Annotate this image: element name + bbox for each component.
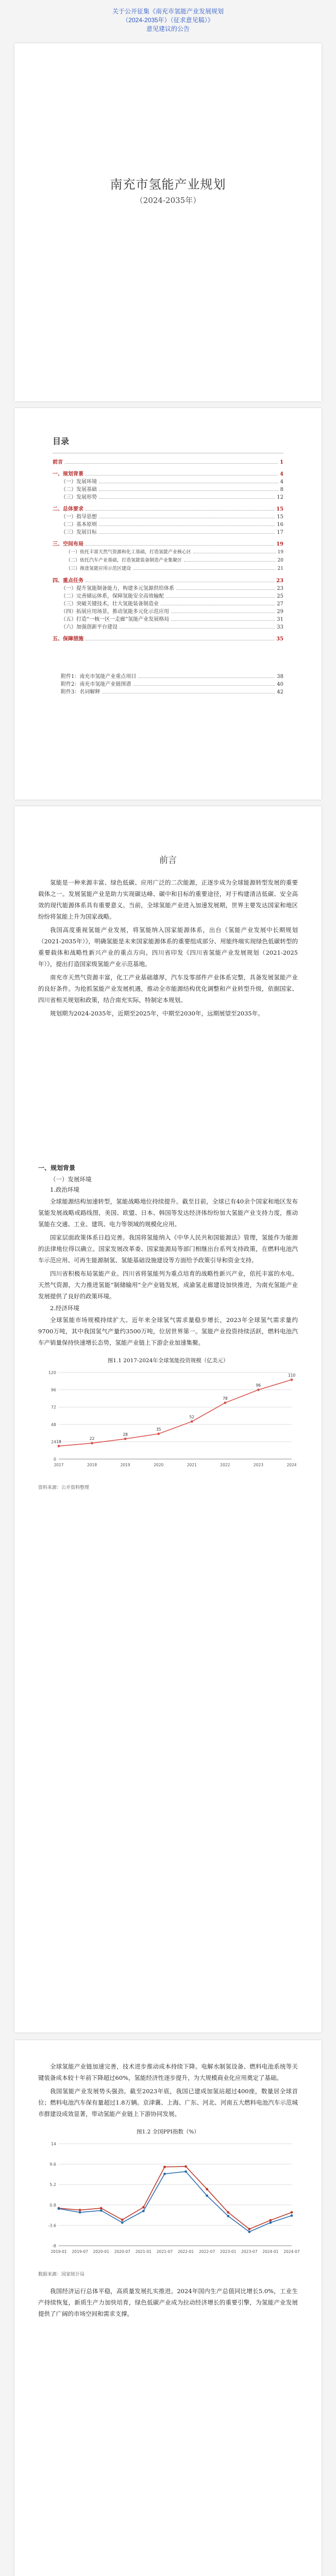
x-tick-label: 2024-01 [262,2249,279,2254]
toc-entry[interactable] [53,459,283,466]
y-tick-label: 0.8 [49,2202,56,2208]
data-point [184,2165,187,2168]
x-tick-label: 2024 [287,1463,297,1467]
toc-page-number: 31 [277,617,283,622]
subsubsection-heading: 1.政治环境 [50,1186,79,1193]
toc-page [14,408,322,800]
x-tick-label: 2018 [87,1463,97,1467]
line-chart-investment [38,1366,298,1480]
data-label: 96 [256,1383,261,1388]
toc-entry[interactable] [53,478,283,486]
x-tick-label: 2020-01 [93,2249,109,2254]
line-chart-ppi [38,2138,298,2266]
toc-dot-leader [161,600,275,605]
notice-line-3[interactable]: 意见建议的公告 [146,25,190,32]
data-point [163,2166,166,2168]
toc-entry-text: 附件3：名词解释 [61,689,100,695]
toc-entry[interactable] [53,577,283,585]
toc-page-number: 29 [277,609,283,615]
subsubsection-heading: 2.经济环境 [50,1304,79,1312]
toc-dot-leader [133,681,275,686]
data-point [142,2210,145,2212]
toc-entry-text: （三）发展形势 [61,495,97,500]
y-tick-label: 48 [51,1422,56,1427]
toc-entry[interactable] [53,688,283,696]
x-tick-label: 2021-01 [135,2249,152,2254]
toc-page-number: 4 [280,479,283,485]
toc-entry[interactable] [53,540,283,548]
toc-dot-leader [176,585,275,590]
body-paragraph: 四川省积极布局氢能产业。四川省将氢能列为重点培育的战略性新兴产业，依托丰富的水电、天然气资源，大力推进氢能“制储输用”全产业链发展，成渝氢走廊建设加快推进，为南充氢能产业发展提供了良好的政策环境。 [38,1270,298,1300]
figure-title: 图1.1 2017-2024年全球氢能投资规模（亿美元） [107,1358,229,1364]
toc-entry[interactable] [53,486,283,494]
toc-page-number: 27 [277,601,283,607]
y-tick-label: 72 [51,1405,56,1410]
data-point [227,2211,229,2214]
body-paragraph: 我国氢能产业发展势头强劲。截至2023年底，我国已建成加氢站超过400座，数量居全球首位；燃料电池汽车保有量超过1.8万辆。京津冀、上海、广东、河北、河南五大燃料电池汽车示范城市群建设成效显著，带动氢能产业链上下游协同发展。 [38,2088,298,2117]
body-paragraph: 全球氢能市场规模持续扩大。近年来全球氢气需求量稳步增长，2023年全球氢气需求量约9700万吨，其中我国氢气产量约3500万吨，位居世界第一。氢能产业投资持续活跃，燃料电池汽车产销量保持快速增长态势，氢能产业链上下游企业加速集聚。 [38,1316,298,1346]
toc-dot-leader [99,494,275,499]
toc-dot-leader [65,459,278,464]
data-point [270,2219,272,2222]
data-point [121,2222,124,2224]
toc-entry[interactable] [53,616,283,623]
data-point [206,2188,208,2191]
toc-page-number: 8 [280,487,283,493]
toc-entry-text: 三、空间布局 [53,541,83,547]
data-point [248,2228,250,2230]
data-point [248,2231,250,2233]
toc-dot-leader [138,673,275,678]
data-point [79,2211,81,2214]
toc-dot-leader [99,486,278,491]
toc-page-number: 19 [277,550,283,555]
x-tick-label: 2024-07 [283,2249,300,2254]
toc-list [53,459,283,696]
toc-dot-leader [171,616,275,621]
toc-entry[interactable] [53,521,283,529]
notice-line-1[interactable]: 关于公开征集《南充市氢能产业发展规划 [112,8,224,15]
data-point [184,2171,187,2173]
toc-entry[interactable] [53,529,283,536]
y-tick-label: 96 [51,1387,56,1393]
toc-entry[interactable] [53,585,283,592]
y-tick-label: 5.2 [49,2182,56,2188]
data-label: 35 [156,1427,161,1432]
toc-entry-text: （二）发展基础 [61,487,97,493]
toc-entry[interactable] [53,600,283,608]
x-tick-label: 2021-07 [156,2249,173,2254]
toc-entry-text: （三）推进氢能应用示范区建设 [66,566,131,571]
toc-page-number: 4 [280,471,283,477]
toc-page-number: 21 [277,566,283,571]
toc-page-number: 17 [277,530,283,535]
cover-page [14,43,322,401]
data-label: 28 [123,1432,128,1437]
figure-2 [38,2128,298,2277]
data-point [91,1442,93,1445]
toc-gap [53,643,283,673]
x-tick-label: 2020 [154,1463,164,1467]
subsection-heading: （一）发展环境 [50,1176,92,1183]
toc-entry[interactable] [53,470,283,478]
toc-page-number: 15 [276,506,283,512]
data-point [191,1420,193,1423]
data-point [121,2218,124,2221]
data-point [270,2222,272,2224]
toc-entry-text: （二）基本原则 [61,522,97,528]
toc-entry[interactable] [53,623,283,631]
body-page-2 [14,2040,322,2576]
body-page-1 [14,806,322,2032]
preface-paragraph: 南充市天然气资源丰富，化工产业基础雄厚，汽车及零部件产业体系完整，具备发展氢能产业的良好条件。为抢抓氢能产业发展机遇，推动全市能源结构优化调整和产业转型升级，依据国家、四川省相关规划和政策，结合南充实际，特制定本规划。 [38,974,298,1004]
x-tick-label: 2021 [187,1463,197,1467]
data-point [291,1379,293,1381]
toc-dot-leader [86,540,274,546]
toc-dot-leader [184,556,276,562]
figure-source: 数据来源：国家统计局 [38,2272,85,2277]
body-paragraph: 我国经济运行总体平稳，高质量发展扎实推进。2024年国内生产总值同比增长5.0%，工业生产持续恢复，新质生产力加快培育，绿色低碳产业成为拉动经济增长的重要引擎，为氢能产业发展提供了广阔的市场空间和需求支撑。 [38,2287,298,2317]
data-point [58,2208,60,2210]
y-tick-label: 9.6 [49,2162,56,2167]
figure-source: 资料来源：公开资料整理 [38,1485,90,1490]
body-paragraph: 全球氢能产业链加速完善，技术进步推动成本持续下降。电解水制氢设备、燃料电池系统等关键装备成本较十年前下降超过60%，氢能经济性逐步提升，为大规模商业化应用奠定了基础。 [38,2063,298,2081]
figure-title: 图1.2 全国PPI指数（%） [137,2129,199,2135]
toc-entry-text: （一）指导思想 [61,514,97,520]
body-paragraph: 国家层面政策体系日趋完善。我国将氢能纳入《中华人民共和国能源法》管理，氢能作为能源的法律地位得以确立。国家发展改革委、国家能源局等部门相继出台系列支持政策，在燃料电池汽车示范应用、可再生能源制氢、氢能基础设施建设等方面给予政策引导和资金支持。 [38,1234,298,1264]
data-point [206,2194,208,2197]
toc-page-number: 16 [277,522,283,528]
y-tick-label: 0 [53,1457,56,1462]
toc-entry[interactable] [53,548,283,556]
toc-entry[interactable] [53,681,283,688]
toc-entry[interactable] [53,565,283,573]
toc-dot-leader [99,513,275,518]
toc-entry-text: 二、总体要求 [53,506,83,512]
y-tick-label: 120 [48,1370,56,1375]
toc-entry[interactable] [53,556,283,565]
y-tick-label: 14 [51,2142,56,2146]
data-point [58,1445,60,1447]
section-heading: 一、规划背景 [38,1164,76,1172]
data-point [163,2173,166,2175]
toc-entry-text: 附件2：南充市氢能产业链图谱 [61,682,131,687]
toc-entry-text: 五、保障措施 [53,636,83,642]
toc-entry[interactable] [53,673,283,681]
toc-dot-leader [86,577,274,582]
x-tick-label: 2019 [120,1463,130,1467]
notice-line-2[interactable]: （2024-2035年）（征求意见稿）》 [122,16,214,24]
data-label: 78 [223,1396,228,1401]
x-tick-label: 2023-01 [220,2249,237,2254]
data-point [124,1437,127,1440]
toc-dot-leader [86,470,278,476]
toc-dot-leader [133,565,276,570]
toc-page-number: 19 [276,541,283,547]
x-tick-label: 2017 [54,1463,64,1467]
toc-page-number: 33 [277,624,283,630]
data-point [100,2209,103,2212]
toc-dot-leader [193,548,276,553]
toc-entry-text: 一、规划背景 [53,471,83,477]
toc-dot-leader [99,521,275,526]
preface-paragraph: 我国高度重视氢能产业发展，将氢能纳入国家能源体系，出台《氢能产业发展中长期规划（2021-2035年）》，明确氢能是未来国家能源体系的重要组成部分、用能终端实现绿色低碳转型的重要载体和战略性新兴产业的重点方向。四川省印发《四川省氢能产业发展规划（2021-2025年）》，提出打造国家级氢能产业示范基地。 [38,926,298,968]
toc-heading: 目录 [53,436,70,446]
y-tick-label: -8 [52,2244,56,2248]
notice-header [0,0,336,33]
toc-entry-text: （六）加强创新平台建设 [61,624,117,630]
toc-entry-text: （三）发展目标 [61,530,97,535]
data-point [157,1433,160,1435]
preface-title: 前言 [159,855,177,866]
toc-entry-text: （三）突破关键技术，壮大氢能装备制造业 [61,601,159,607]
toc-entry[interactable] [53,608,283,616]
x-tick-label: 2023-07 [241,2249,258,2254]
toc-entry-text: （一）依托丰富天然气资源和化工基础，打造氢能产业核心区 [66,550,192,555]
body-paragraph: 全球能源结构加速转型，氢能战略地位持续提升。截至目前，全球已有40余个国家和地区发布氢能发展战略或路线图，美国、欧盟、日本、韩国等发达经济体纷纷加大氢能产业支持力度，推动氢能在交通、工业、建筑、电力等领域的规模化应用。 [38,1198,298,1228]
data-label: 52 [189,1415,195,1420]
toc-entry-text: （二）依托汽车产业基础，打造氢能装备制造产业集聚区 [66,558,182,563]
data-label: 22 [89,1436,95,1442]
toc-entry-text: （一）发展环境 [61,479,97,485]
toc-page-number: 20 [277,558,283,563]
data-point [100,2207,103,2210]
toc-page-number: 35 [276,636,283,642]
toc-page-number: 23 [276,578,283,584]
x-tick-label: 2019-07 [72,2249,88,2254]
toc-entry-text: （二）完善储运体系，保障氢能安全高效输配 [61,594,164,599]
data-point [291,2214,293,2217]
data-label: 110 [288,1373,296,1378]
toc-entry[interactable] [53,494,283,501]
toc-page-number: 40 [277,682,283,687]
toc-entry-text: （一）提升氢能制备能力，构建多元氢源供给体系 [61,586,174,591]
figure-1 [38,1357,298,1490]
page-break-space [38,1021,298,1155]
toc-dot-leader [99,478,278,483]
toc-dot-leader [171,608,275,613]
data-point [142,2206,145,2209]
x-tick-label: 2019-01 [51,2249,67,2254]
cover-title: 南充市氢能产业规划 [110,177,226,192]
x-tick-label: 2022 [220,1463,230,1467]
toc-entry[interactable] [53,592,283,600]
data-label: 18 [56,1439,61,1444]
toc-entry-text: 附件1：南充市氢能产业重点项目 [61,674,137,680]
toc-dot-leader [86,505,274,511]
toc-dot-leader [166,592,275,598]
toc-page-number: 15 [277,514,283,520]
toc-page-number: 38 [277,674,283,680]
toc-page-number: 23 [277,586,283,591]
series-line [59,2172,292,2232]
toc-dot-leader [120,623,275,629]
y-tick-label: 24 [51,1439,56,1445]
x-tick-label: 2023 [253,1463,263,1467]
data-point [79,2209,81,2211]
toc-entry-text: 前言 [53,460,63,465]
data-point [227,2215,229,2217]
cover-years: （2024-2035年） [135,196,201,205]
toc-page-number: 1 [280,460,283,465]
x-tick-label: 2022-01 [177,2249,194,2254]
preface-paragraph: 氢能是一种来源丰富、绿色低碳、应用广泛的二次能源，正逐步成为全球能源转型发展的重要载体之一。发展氢能产业是助力实现碳达峰、碳中和目标的重要途径，对于构建清洁低碳、安全高效的现代能源体系具有重要意义。当前，全球氢能产业进入加速发展期，世界主要发达国家和地区纷纷将氢能上升为国家战略。 [38,879,298,920]
toc-page-number: 42 [277,689,283,695]
toc-dot-leader [99,529,275,534]
toc-dot-leader [86,635,274,640]
toc-entry-text: （五）打造“一核一区一走廊”氢能产业发展格局 [61,617,170,622]
toc-entry-text: 四、重点任务 [53,578,83,584]
toc-entry[interactable] [53,505,283,513]
preface-paragraph: 规划期为2024-2035年，近期至2025年，中期至2030年，远期展望至2035年。 [50,1010,264,1017]
data-point [291,2211,293,2214]
series-line [59,2166,292,2229]
data-point [224,1401,226,1404]
data-point [257,1388,260,1391]
x-tick-label: 2020-07 [114,2249,130,2254]
x-tick-label: 2022-07 [198,2249,215,2254]
y-tick-label: -3.6 [48,2223,56,2228]
toc-dot-leader [102,688,275,693]
toc-page-number: 25 [277,594,283,599]
toc-entry-text: （四）拓展应用场景，推动氢能多元化示范应用 [61,609,169,615]
toc-page-number: 12 [277,495,283,500]
toc-entry[interactable] [53,513,283,521]
toc-entry[interactable] [53,635,283,643]
